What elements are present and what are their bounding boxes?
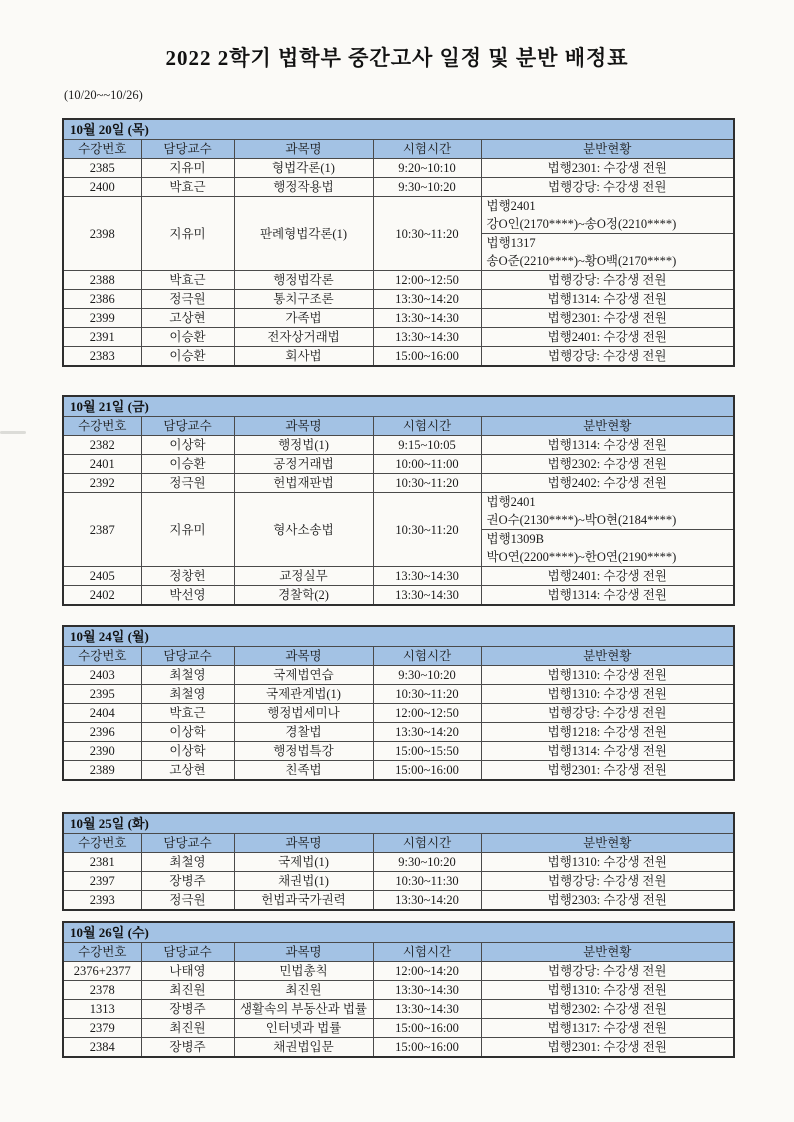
table-row <box>63 309 734 328</box>
table-row <box>63 197 734 271</box>
cell-course-no: 2395 <box>63 685 141 704</box>
cell-time: 9:30~10:20 <box>373 178 481 197</box>
cell-time: 13:30~14:30 <box>373 586 481 606</box>
column-header-professor: 담당교수 <box>141 140 234 159</box>
table-row <box>63 891 734 911</box>
table-row <box>63 290 734 309</box>
cell-professor: 고상현 <box>141 309 234 328</box>
table-row <box>63 1038 734 1058</box>
cell-assignment: 법행강당: 수강생 전원 <box>481 347 734 367</box>
cell-time: 13:30~14:20 <box>373 290 481 309</box>
column-header-subject: 과목명 <box>234 417 373 436</box>
cell-subject: 공정거래법 <box>234 455 373 474</box>
cell-professor: 나태영 <box>141 962 234 981</box>
cell-time: 10:30~11:20 <box>373 493 481 567</box>
page-title: 2022 2학기 법학부 중간고사 일정 및 분반 배정표 <box>165 46 629 70</box>
cell-professor: 이상학 <box>141 742 234 761</box>
column-header-assignment: 분반현황 <box>481 417 734 436</box>
exam-table-3 <box>62 625 733 781</box>
column-header-assignment: 분반현황 <box>481 140 734 159</box>
split-section <box>482 234 734 270</box>
column-header-course-no: 수강번호 <box>63 140 141 159</box>
date-header-row <box>63 396 734 417</box>
cell-subject: 행정법각론 <box>234 271 373 290</box>
cell-professor: 고상현 <box>141 761 234 781</box>
cell-subject: 형법각론(1) <box>234 159 373 178</box>
cell-course-no: 2378 <box>63 981 141 1000</box>
table-row <box>63 347 734 367</box>
cell-professor: 이승환 <box>141 347 234 367</box>
cell-time: 15:00~16:00 <box>373 1019 481 1038</box>
cell-course-no: 2398 <box>63 197 141 271</box>
exam-table-grid <box>62 625 735 781</box>
cell-course-no: 2390 <box>63 742 141 761</box>
column-header-row <box>63 647 734 666</box>
exam-table-grid <box>62 118 735 367</box>
cell-professor: 장병주 <box>141 1000 234 1019</box>
table-date-label: 10월 26일 (수) <box>63 922 734 943</box>
column-header-row <box>63 834 734 853</box>
table-row <box>63 962 734 981</box>
column-header-time: 시험시간 <box>373 140 481 159</box>
cell-time: 10:30~11:20 <box>373 197 481 271</box>
cell-time: 13:30~14:30 <box>373 567 481 586</box>
exam-table-grid <box>62 812 735 911</box>
table-row <box>63 723 734 742</box>
cell-assignment: 법행2303: 수강생 전원 <box>481 891 734 911</box>
cell-assignment: 법행강당: 수강생 전원 <box>481 178 734 197</box>
cell-time: 10:30~11:20 <box>373 474 481 493</box>
cell-time: 13:30~14:30 <box>373 328 481 347</box>
cell-assignment: 법행2401: 수강생 전원 <box>481 328 734 347</box>
table-row <box>63 872 734 891</box>
cell-assignment: 법행2401: 수강생 전원 <box>481 567 734 586</box>
table-row <box>63 567 734 586</box>
cell-subject: 교정실무 <box>234 567 373 586</box>
table-row <box>63 742 734 761</box>
column-header-course-no: 수강번호 <box>63 943 141 962</box>
exam-table-1 <box>62 118 733 367</box>
table-row <box>63 685 734 704</box>
cell-subject: 전자상거래법 <box>234 328 373 347</box>
cell-subject: 채권법(1) <box>234 872 373 891</box>
cell-assignment-split <box>481 197 734 271</box>
cell-assignment: 법행1317: 수강생 전원 <box>481 1019 734 1038</box>
cell-course-no: 2397 <box>63 872 141 891</box>
table-date-label: 10월 21일 (금) <box>63 396 734 417</box>
cell-course-no: 2403 <box>63 666 141 685</box>
date-header-row <box>63 813 734 834</box>
scan-artifact <box>0 431 26 434</box>
cell-professor: 박효근 <box>141 271 234 290</box>
cell-subject: 경찰학(2) <box>234 586 373 606</box>
column-header-subject: 과목명 <box>234 647 373 666</box>
cell-professor: 최철영 <box>141 853 234 872</box>
cell-professor: 정극원 <box>141 290 234 309</box>
cell-course-no: 2404 <box>63 704 141 723</box>
cell-time: 12:00~12:50 <box>373 704 481 723</box>
cell-professor: 정극원 <box>141 891 234 911</box>
cell-time: 9:30~10:20 <box>373 666 481 685</box>
cell-assignment: 법행강당: 수강생 전원 <box>481 271 734 290</box>
cell-professor: 최진원 <box>141 1019 234 1038</box>
cell-course-no: 2393 <box>63 891 141 911</box>
table-row <box>63 455 734 474</box>
column-header-time: 시험시간 <box>373 417 481 436</box>
column-header-time: 시험시간 <box>373 943 481 962</box>
cell-time: 15:00~15:50 <box>373 742 481 761</box>
cell-professor: 이상학 <box>141 436 234 455</box>
cell-subject: 판례형법각론(1) <box>234 197 373 271</box>
column-header-time: 시험시간 <box>373 647 481 666</box>
exam-table-4 <box>62 812 733 911</box>
cell-time: 10:30~11:30 <box>373 872 481 891</box>
cell-professor: 이승환 <box>141 455 234 474</box>
cell-professor: 박효근 <box>141 704 234 723</box>
cell-time: 10:00~11:00 <box>373 455 481 474</box>
cell-professor: 정창헌 <box>141 567 234 586</box>
cell-subject: 생활속의 부동산과 법률 <box>234 1000 373 1019</box>
table-date-label: 10월 20일 (목) <box>63 119 734 140</box>
table-row <box>63 328 734 347</box>
cell-course-no: 2389 <box>63 761 141 781</box>
cell-subject: 국제법연습 <box>234 666 373 685</box>
cell-subject: 통치구조론 <box>234 290 373 309</box>
cell-time: 9:30~10:20 <box>373 853 481 872</box>
split-section <box>482 197 734 234</box>
cell-course-no: 2376+2377 <box>63 962 141 981</box>
table-row <box>63 704 734 723</box>
cell-assignment: 법행1310: 수강생 전원 <box>481 685 734 704</box>
cell-subject: 행정작용법 <box>234 178 373 197</box>
table-row <box>63 159 734 178</box>
cell-professor: 정극원 <box>141 474 234 493</box>
split-section <box>482 493 734 530</box>
table-row <box>63 1000 734 1019</box>
cell-course-no: 2379 <box>63 1019 141 1038</box>
cell-subject: 인터넷과 법률 <box>234 1019 373 1038</box>
exam-table-grid <box>62 395 735 606</box>
cell-course-no: 1313 <box>63 1000 141 1019</box>
room-label: 법행1317 <box>486 236 536 250</box>
cell-course-no: 2386 <box>63 290 141 309</box>
cell-professor: 지유미 <box>141 493 234 567</box>
cell-subject: 형사소송법 <box>234 493 373 567</box>
cell-course-no: 2381 <box>63 853 141 872</box>
cell-course-no: 2396 <box>63 723 141 742</box>
student-range: 송O준(2210****)~황O백(2170****) <box>486 254 677 268</box>
cell-time: 15:00~16:00 <box>373 1038 481 1058</box>
student-range: 권O수(2130****)~박O현(2184****) <box>486 513 677 527</box>
exam-table-5 <box>62 921 733 1058</box>
cell-professor: 장병주 <box>141 1038 234 1058</box>
cell-time: 12:00~12:50 <box>373 271 481 290</box>
column-header-subject: 과목명 <box>234 834 373 853</box>
split-section <box>482 530 734 566</box>
cell-time: 13:30~14:30 <box>373 981 481 1000</box>
column-header-course-no: 수강번호 <box>63 647 141 666</box>
cell-time: 13:30~14:30 <box>373 309 481 328</box>
cell-course-no: 2401 <box>63 455 141 474</box>
cell-assignment: 법행2301: 수강생 전원 <box>481 1038 734 1058</box>
cell-course-no: 2405 <box>63 567 141 586</box>
cell-time: 9:15~10:05 <box>373 436 481 455</box>
cell-assignment-split <box>481 493 734 567</box>
cell-subject: 채권법입문 <box>234 1038 373 1058</box>
date-header-row <box>63 626 734 647</box>
cell-subject: 최진원 <box>234 981 373 1000</box>
table-row <box>63 271 734 290</box>
cell-course-no: 2383 <box>63 347 141 367</box>
date-header-row <box>63 922 734 943</box>
cell-subject: 국제관계법(1) <box>234 685 373 704</box>
cell-course-no: 2392 <box>63 474 141 493</box>
cell-course-no: 2402 <box>63 586 141 606</box>
cell-assignment: 법행강당: 수강생 전원 <box>481 962 734 981</box>
column-header-assignment: 분반현황 <box>481 834 734 853</box>
exam-table-2 <box>62 395 733 606</box>
table-date-label: 10월 24일 (월) <box>63 626 734 647</box>
cell-assignment: 법행강당: 수강생 전원 <box>481 872 734 891</box>
cell-assignment: 법행2402: 수강생 전원 <box>481 474 734 493</box>
cell-professor: 이상학 <box>141 723 234 742</box>
cell-assignment: 법행1310: 수강생 전원 <box>481 666 734 685</box>
table-row <box>63 981 734 1000</box>
cell-assignment: 법행1310: 수강생 전원 <box>481 853 734 872</box>
cell-course-no: 2387 <box>63 493 141 567</box>
cell-course-no: 2400 <box>63 178 141 197</box>
cell-professor: 장병주 <box>141 872 234 891</box>
cell-assignment: 법행강당: 수강생 전원 <box>481 704 734 723</box>
cell-subject: 헌법재판법 <box>234 474 373 493</box>
cell-assignment: 법행2301: 수강생 전원 <box>481 309 734 328</box>
column-header-assignment: 분반현황 <box>481 943 734 962</box>
cell-assignment: 법행1314: 수강생 전원 <box>481 290 734 309</box>
table-row <box>63 666 734 685</box>
cell-assignment: 법행2301: 수강생 전원 <box>481 761 734 781</box>
cell-time: 13:30~14:20 <box>373 723 481 742</box>
cell-time: 15:00~16:00 <box>373 347 481 367</box>
cell-course-no: 2384 <box>63 1038 141 1058</box>
cell-professor: 이승환 <box>141 328 234 347</box>
student-range: 박O연(2200****)~한O연(2190****) <box>486 550 677 564</box>
cell-assignment: 법행2301: 수강생 전원 <box>481 159 734 178</box>
cell-assignment: 법행1314: 수강생 전원 <box>481 586 734 606</box>
cell-assignment: 법행1218: 수강생 전원 <box>481 723 734 742</box>
column-header-professor: 담당교수 <box>141 943 234 962</box>
cell-professor: 박효근 <box>141 178 234 197</box>
column-header-row <box>63 417 734 436</box>
column-header-row <box>63 943 734 962</box>
cell-time: 10:30~11:20 <box>373 685 481 704</box>
cell-professor: 최진원 <box>141 981 234 1000</box>
cell-assignment: 법행1314: 수강생 전원 <box>481 742 734 761</box>
cell-subject: 민법총칙 <box>234 962 373 981</box>
cell-subject: 가족법 <box>234 309 373 328</box>
column-header-professor: 담당교수 <box>141 647 234 666</box>
table-date-label: 10월 25일 (화) <box>63 813 734 834</box>
table-row <box>63 586 734 606</box>
cell-time: 12:00~14:20 <box>373 962 481 981</box>
cell-subject: 회사법 <box>234 347 373 367</box>
cell-course-no: 2399 <box>63 309 141 328</box>
table-row <box>63 474 734 493</box>
column-header-professor: 담당교수 <box>141 417 234 436</box>
column-header-professor: 담당교수 <box>141 834 234 853</box>
room-label: 법행2401 <box>486 199 536 213</box>
cell-subject: 행정법세미나 <box>234 704 373 723</box>
cell-time: 13:30~14:30 <box>373 1000 481 1019</box>
table-row <box>63 1019 734 1038</box>
table-row <box>63 853 734 872</box>
cell-time: 9:20~10:10 <box>373 159 481 178</box>
column-header-subject: 과목명 <box>234 943 373 962</box>
date-range-label: (10/20~~10/26) <box>64 88 143 102</box>
column-header-assignment: 분반현황 <box>481 647 734 666</box>
table-row <box>63 436 734 455</box>
table-row <box>63 493 734 567</box>
exam-table-grid <box>62 921 735 1058</box>
cell-professor: 박선영 <box>141 586 234 606</box>
table-row <box>63 178 734 197</box>
cell-professor: 지유미 <box>141 197 234 271</box>
cell-time: 15:00~16:00 <box>373 761 481 781</box>
cell-assignment: 법행1310: 수강생 전원 <box>481 981 734 1000</box>
cell-subject: 헌법과국가권력 <box>234 891 373 911</box>
date-header-row <box>63 119 734 140</box>
column-header-subject: 과목명 <box>234 140 373 159</box>
column-header-course-no: 수강번호 <box>63 834 141 853</box>
student-range: 강O인(2170****)~송O정(2210****) <box>486 217 677 231</box>
cell-course-no: 2388 <box>63 271 141 290</box>
table-row <box>63 761 734 781</box>
column-header-course-no: 수강번호 <box>63 417 141 436</box>
cell-subject: 친족법 <box>234 761 373 781</box>
cell-subject: 경찰법 <box>234 723 373 742</box>
cell-subject: 행정법(1) <box>234 436 373 455</box>
cell-time: 13:30~14:20 <box>373 891 481 911</box>
cell-professor: 최철영 <box>141 666 234 685</box>
cell-professor: 최철영 <box>141 685 234 704</box>
column-header-row <box>63 140 734 159</box>
cell-subject: 국제법(1) <box>234 853 373 872</box>
cell-professor: 지유미 <box>141 159 234 178</box>
room-label: 법행2401 <box>486 495 536 509</box>
cell-course-no: 2391 <box>63 328 141 347</box>
cell-assignment: 법행2302: 수강생 전원 <box>481 455 734 474</box>
column-header-time: 시험시간 <box>373 834 481 853</box>
cell-assignment: 법행1314: 수강생 전원 <box>481 436 734 455</box>
cell-course-no: 2385 <box>63 159 141 178</box>
cell-subject: 행정법특강 <box>234 742 373 761</box>
cell-assignment: 법행2302: 수강생 전원 <box>481 1000 734 1019</box>
room-label: 법행1309B <box>486 532 544 546</box>
cell-course-no: 2382 <box>63 436 141 455</box>
